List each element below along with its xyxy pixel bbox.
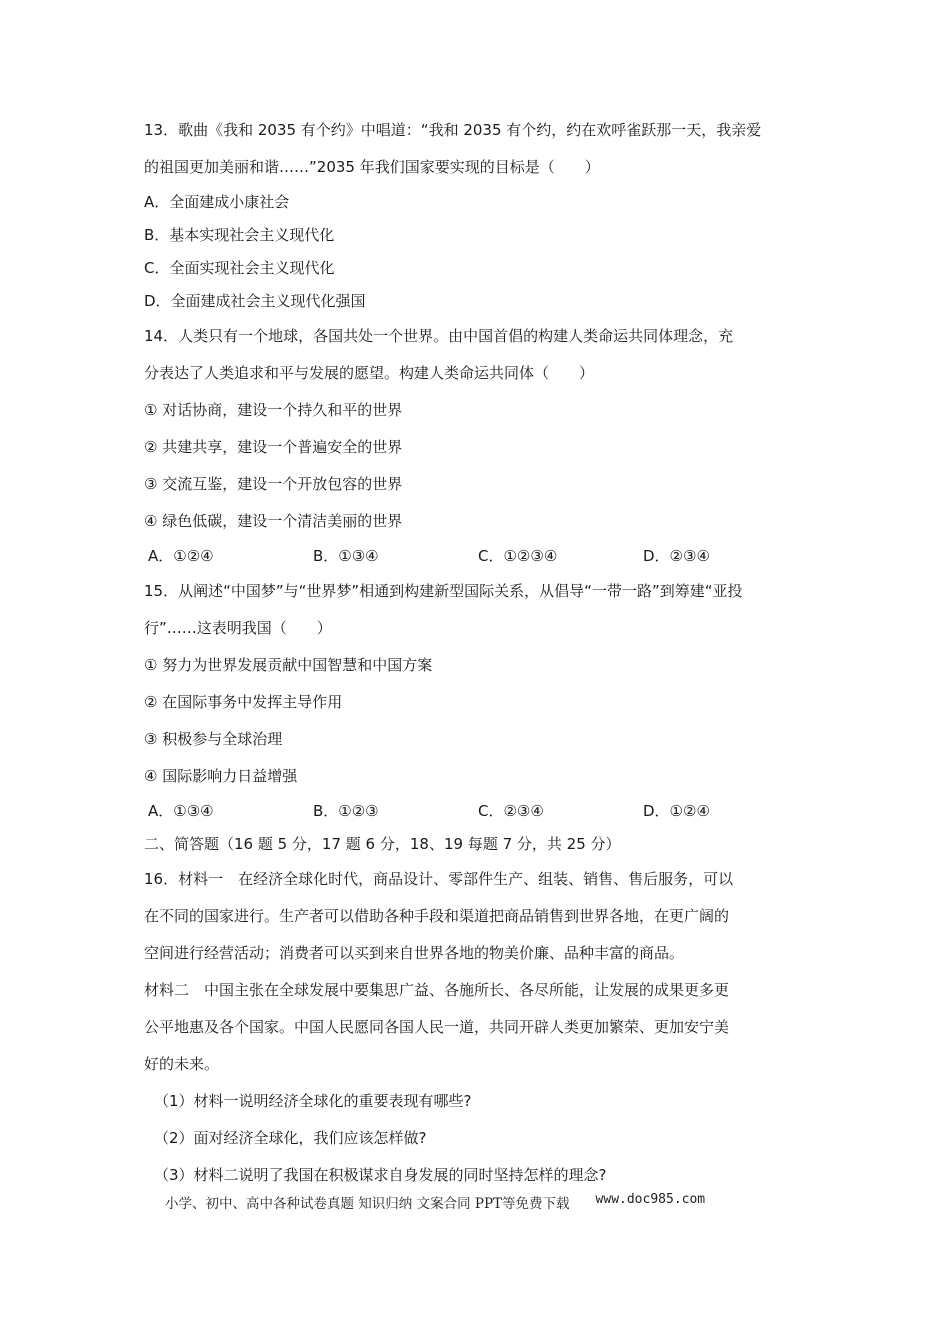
question-14-stem-line-2: 分表达了人类追求和平与发展的愿望。构建人类命运共同体（ ） <box>144 364 595 382</box>
question-13-stem-line-1: 13．歌曲《我和 2035 有个约》中唱道：“我和 2035 有个约，约在欢呼雀跃那一天，我亲爱 <box>144 121 762 139</box>
page-content <box>144 112 809 1194</box>
question-16 <box>144 861 809 1194</box>
question-14-choice-a: A．①②④ <box>148 547 214 565</box>
question-13-option-c: C．全面实现社会主义现代化 <box>144 259 335 277</box>
question-15-item-1: ① 努力为世界发展贡献中国智慧和中国方案 <box>144 656 433 674</box>
question-16-material-1-line-2: 在不同的国家进行。生产者可以借助各种手段和渠道把商品销售到世界各地，在更广阔的 <box>144 907 730 925</box>
question-14-choice-d: D．②③④ <box>643 547 710 565</box>
question-15-item-4: ④ 国际影响力日益增强 <box>144 767 298 785</box>
question-16-material-1-line-3: 空间进行经营活动；消费者可以买到来自世界各地的物美价廉、品种丰富的商品。 <box>144 944 685 962</box>
question-14-choice-c: C．①②③④ <box>478 547 558 565</box>
question-14-item-1: ① 对话协商，建设一个持久和平的世界 <box>144 401 403 419</box>
question-14-item-3: ③ 交流互鉴，建设一个开放包容的世界 <box>144 475 403 493</box>
question-13-option-a: A．全面建成小康社会 <box>144 193 290 211</box>
question-14-choices <box>144 540 809 573</box>
question-14-stem-line-1: 14．人类只有一个地球，各国共处一个世界。由中国首倡的构建人类命运共同体理念，充 <box>144 327 734 345</box>
question-13-option-d: D．全面建成社会主义现代化强国 <box>144 292 366 310</box>
question-13-stem-line-2: 的祖国更加美丽和谐……”2035 年我们国家要实现的目标是（ ） <box>144 158 600 176</box>
question-15-item-3: ③ 积极参与全球治理 <box>144 730 283 748</box>
question-15-choice-d: D．①②④ <box>643 802 710 820</box>
question-16-material-2-line-2: 公平地惠及各个国家。中国人民愿同各国人民一道，共同开辟人类更加繁荣、更加安宁美 <box>144 1018 730 1036</box>
footer-url[interactable]: www.doc985.com <box>595 1192 706 1207</box>
question-15-choice-a: A．①③④ <box>148 802 214 820</box>
question-16-material-2-line-3: 好的未来。 <box>144 1055 220 1073</box>
question-16-sub-1: （1）材料一说明经济全球化的重要表现有哪些? <box>154 1092 472 1110</box>
question-14-item-4: ④ 绿色低碳，建设一个清洁美丽的世界 <box>144 512 403 530</box>
question-16-material-1-line-1: 16．材料一 在经济全球化时代，商品设计、零部件生产、组装、销售、售后服务，可以 <box>144 870 734 888</box>
question-16-sub-3: （3）材料二说明了我国在积极谋求自身发展的同时坚持怎样的理念? <box>154 1166 607 1184</box>
question-14-item-2: ② 共建共享，建设一个普遍安全的世界 <box>144 438 403 456</box>
question-15-choice-c: C．②③④ <box>478 802 544 820</box>
footer-text: 小学、初中、高中各种试卷真题 知识归纳 文案合同 PPT等免费下载 <box>165 1196 570 1212</box>
question-14-choice-b: B．①③④ <box>313 547 379 565</box>
section-2-heading: 二、简答题（16 题 5 分，17 题 6 分，18、19 每题 7 分，共 25 分） <box>144 835 621 853</box>
question-15-choices <box>144 795 809 828</box>
question-15-item-2: ② 在国际事务中发挥主导作用 <box>144 693 343 711</box>
question-16-sub-2: （2）面对经济全球化，我们应该怎样做? <box>154 1129 427 1147</box>
question-15 <box>144 573 809 828</box>
question-15-choice-b: B．①②③ <box>313 802 379 820</box>
question-13-option-b: B．基本实现社会主义现代化 <box>144 226 335 244</box>
question-16-material-2-line-1: 材料二 中国主张在全球发展中要集思广益、各施所长、各尽所能，让发展的成果更多更 <box>144 981 730 999</box>
question-14 <box>144 318 809 573</box>
question-15-stem-line-2: 行”……这表明我国（ ） <box>144 619 332 637</box>
page-footer <box>165 1192 805 1212</box>
question-13 <box>144 112 809 318</box>
question-15-stem-line-1: 15．从阐述“中国梦”与“世界梦”相通到构建新型国际关系，从倡导“一带一路”到筹建“亚投 <box>144 582 743 600</box>
